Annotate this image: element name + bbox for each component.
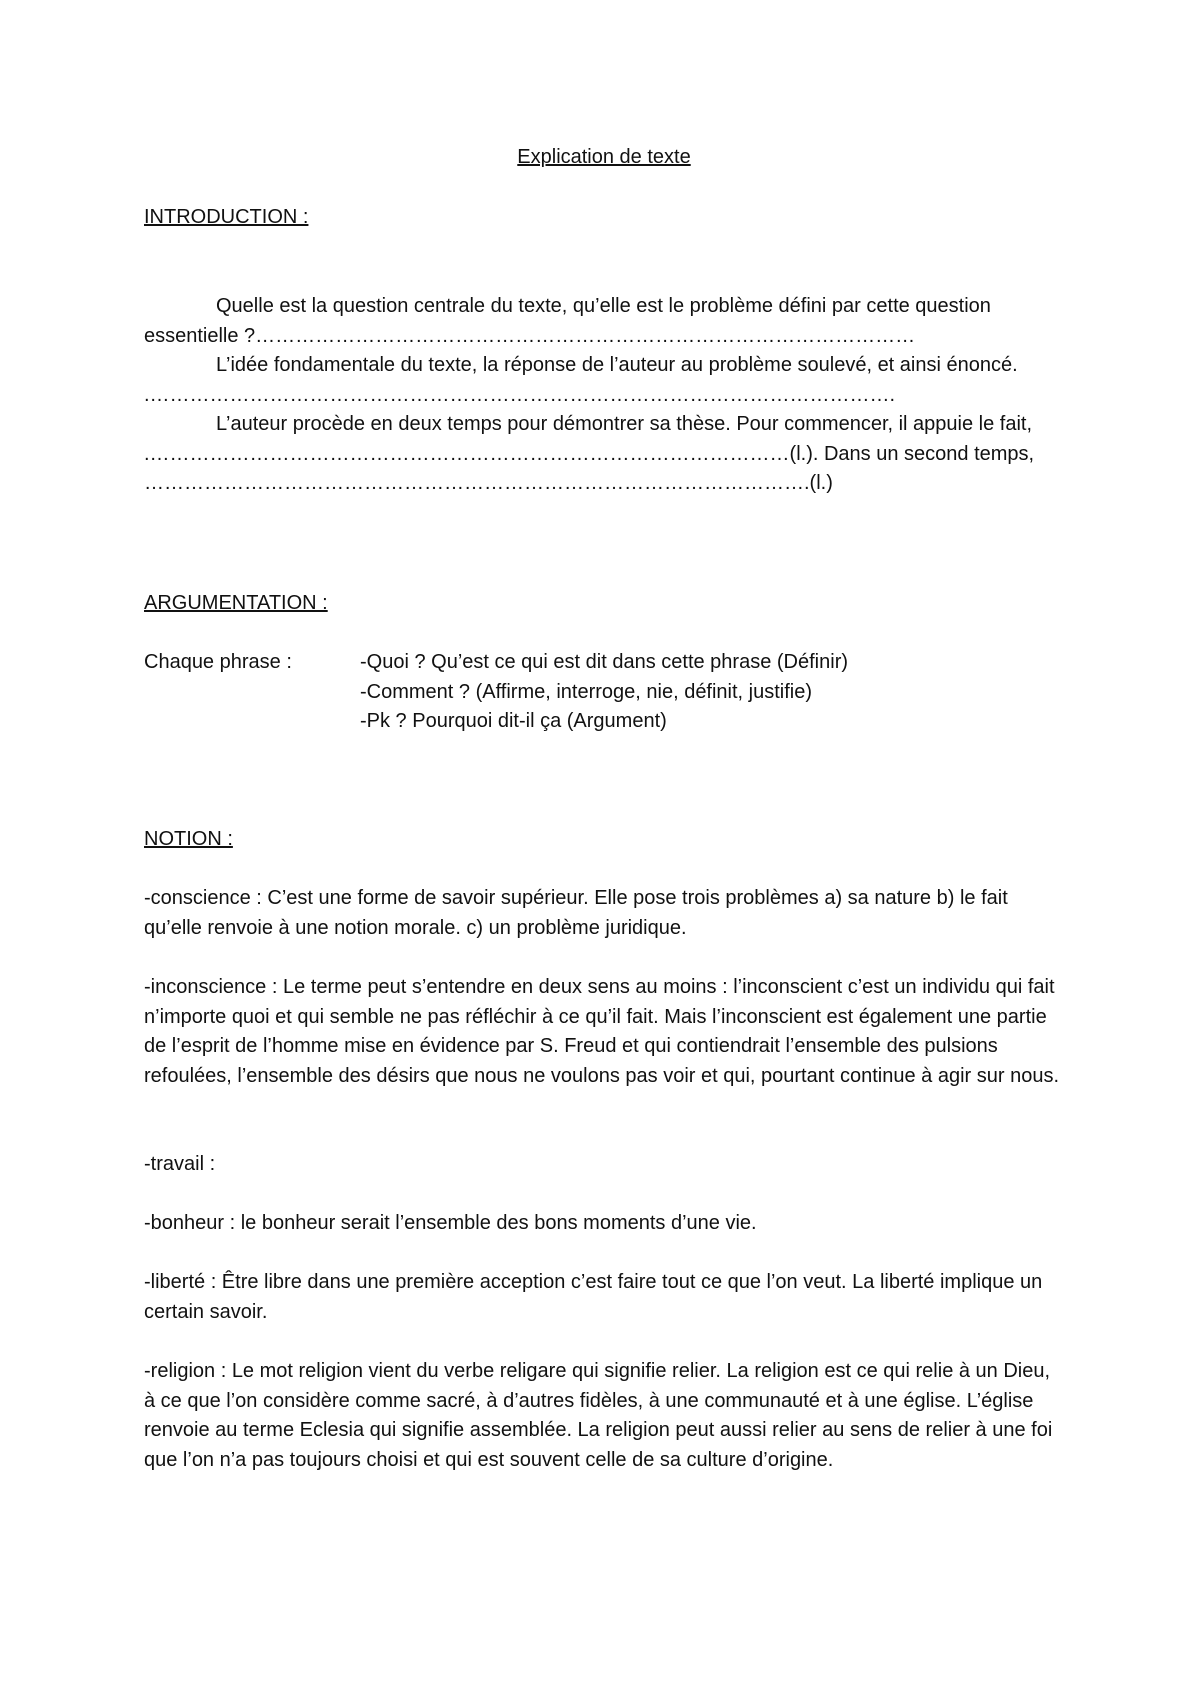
notion-item-religion: -religion : Le mot religion vient du verbe religare qui signifie relier. La religion est ce qui relie à un Dieu, à ce que l’on considère comme sacré, à d’autres fidèles, à une communauté et à une église. L’église renvoie au terme Eclesia qui signifie assemblée. La religion peut aussi relier au sens de relier à une foi que l’on n’a pas toujours choisi et qui est souvent celle de sa culture d’origine.: [144, 1360, 1053, 1471]
argumentation-heading: ARGUMENTATION :: [144, 592, 328, 614]
document-title: Explication de texte: [517, 146, 691, 168]
argumentation-item: -Pk ? Pourquoi dit-il ça (Argument): [360, 710, 667, 732]
introduction-question-paragraph: Quelle est la question centrale du texte, qu’elle est le problème défini par cette question essentielle ?………………………………………………………………………………………: [144, 295, 991, 347]
argumentation-item: -Comment ? (Affirme, interroge, nie, définit, justifie): [360, 680, 813, 703]
argumentation-label: Chaque phrase :: [144, 651, 292, 673]
notion-item-liberte: -liberté : Être libre dans une première acception c’est faire tout ce que l’on veut. La liberté implique un certain savoir.: [144, 1271, 1043, 1323]
notion-item-travail: -travail :: [144, 1153, 216, 1175]
notion-item-inconscience: -inconscience : Le terme peut s’entendre en deux sens au moins : l’inconscient c’est un individu qui fait n’importe quoi et qui semble ne pas réfléchir à ce qu’il fait. Mais l’inconscient est également une partie de l’esprit de l’homme mise en évidence par S. Freud et qui contiendrait l’ensemble des pulsions refoulées, l’ensemble des désirs que nous ne voulons pas voir et qui, pourtant continue à agir sur nous.: [144, 976, 1059, 1087]
notion-heading: NOTION :: [144, 828, 233, 850]
introduction-idea-paragraph: L’idée fondamentale du texte, la réponse de l’auteur au problème soulevé, et ainsi énoncé. .………………………………………………………………………………………………….: [144, 354, 1018, 406]
argumentation-list: [360, 648, 848, 737]
argumentation-item: -Quoi ? Qu’est ce qui est dit dans cette phrase (Définir): [360, 651, 849, 673]
introduction-heading: INTRODUCTION :: [144, 206, 309, 228]
introduction-plan-paragraph: L’auteur procède en deux temps pour démontrer sa thèse. Pour commencer, il appuie le fait, .……………………………………………………………………………………(l.). Dans un second temps, ……………………………………………………………………………………….(l.): [144, 413, 1035, 494]
notion-item-conscience: -conscience : C’est une forme de savoir supérieur. Elle pose trois problèmes a) sa nature b) le fait qu’elle renvoie à une notion morale. c) un problème juridique.: [144, 887, 1008, 939]
notion-item-bonheur: -bonheur : le bonheur serait l’ensemble des bons moments d’une vie.: [144, 1212, 757, 1234]
